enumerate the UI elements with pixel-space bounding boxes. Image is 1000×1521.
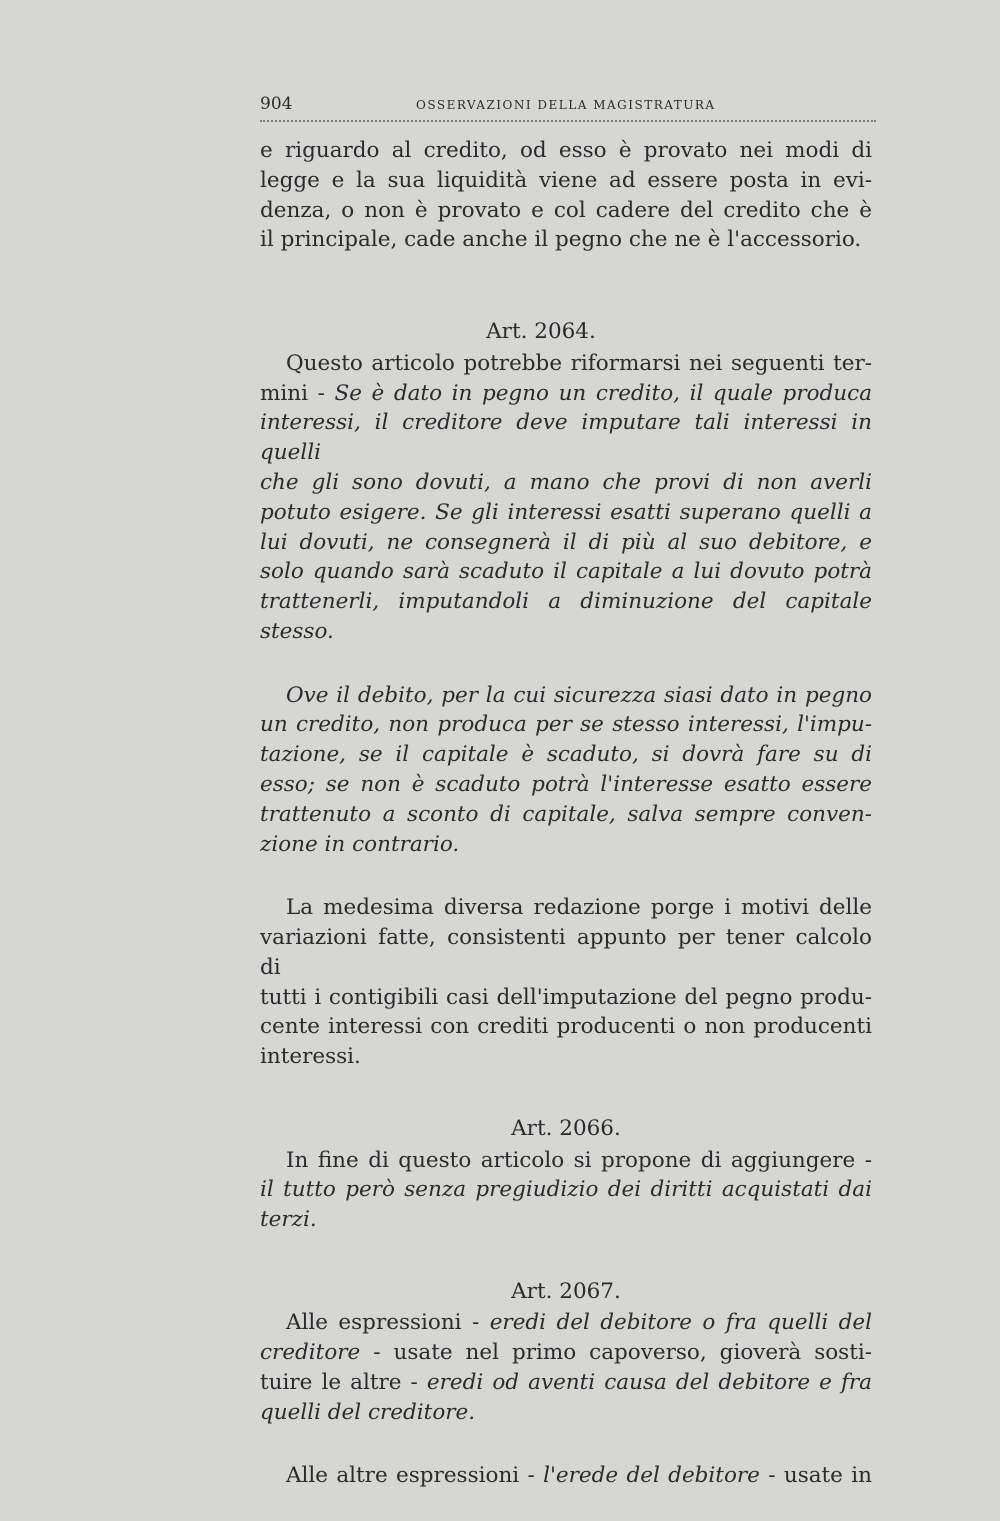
italic-line: esso; se non è scaduto potrà l'interesse esatto essere bbox=[260, 771, 872, 797]
text-run: Alle altre espressioni - bbox=[286, 1463, 544, 1489]
page-body bbox=[260, 136, 872, 1521]
italic-line: lui dovuti, ne consegnerà il di più al suo debitore, e bbox=[260, 529, 872, 555]
text-line: denza, o non è provato e col cadere del credito che è bbox=[260, 197, 872, 223]
paragraph-6 bbox=[260, 1308, 872, 1457]
italic-run: l'erede del debitore bbox=[543, 1463, 760, 1489]
text-line bbox=[260, 1338, 872, 1368]
italic-line: quelli del creditore. bbox=[260, 1399, 476, 1425]
text-line bbox=[260, 379, 872, 409]
text-line: Questo articolo potrebbe riformarsi nei seguenti ter- bbox=[286, 350, 872, 376]
text-line: interessi. bbox=[260, 1044, 361, 1070]
text-run: - usate in bbox=[759, 1463, 872, 1489]
italic-line: il tutto però senza pregiudizio dei diritti acquistati dai bbox=[260, 1177, 872, 1203]
text-line: il principale, cade anche il pegno che ne è l'accessorio. bbox=[260, 227, 862, 253]
italic-line: potuto esigere. Se gli interessi esatti superano quelli a bbox=[260, 499, 872, 525]
italic-line: terzi. bbox=[260, 1207, 317, 1233]
text-line: La medesima diversa redazione porge i motivi delle bbox=[286, 895, 872, 921]
paragraph-3 bbox=[260, 681, 872, 890]
text-line: legge e la sua liquidità viene ad essere posta in evi- bbox=[260, 167, 872, 193]
italic-line: zione in contrario. bbox=[260, 831, 460, 857]
text-line: e riguardo al credito, od esso è provato nei modi di bbox=[260, 138, 872, 163]
text-run: - usate nel primo capoverso, gioverà sosti- bbox=[360, 1340, 872, 1366]
italic-line: interessi, il creditore deve imputare tali interessi in quelli bbox=[260, 410, 872, 466]
text-run: mini - bbox=[260, 380, 335, 406]
italic-run: creditore bbox=[260, 1340, 361, 1366]
italic-line: Ove il debito, per la cui sicurezza siasi dato in pegno bbox=[286, 682, 872, 708]
paragraph-4 bbox=[260, 893, 872, 1102]
paragraph-7 bbox=[260, 1461, 872, 1521]
text-line bbox=[260, 1461, 872, 1491]
text-line: cente interessi con crediti producenti o non producenti bbox=[260, 1014, 872, 1040]
running-title: OSSERVAZIONI DELLA MAGISTRATURA bbox=[416, 98, 716, 112]
italic-line: un credito, non produca per se stesso interessi, l'impu- bbox=[260, 712, 872, 738]
article-heading-2066: Art. 2066. bbox=[511, 1115, 621, 1141]
text-line bbox=[260, 1368, 872, 1398]
article-heading-2067: Art. 2067. bbox=[511, 1278, 621, 1304]
paragraph-2 bbox=[260, 349, 872, 677]
text-line: In fine di questo articolo si propone di aggiungere - bbox=[286, 1147, 872, 1173]
italic-run: eredi del debitore o fra quelli del bbox=[489, 1310, 873, 1336]
text-line: tutti i contigibili casi dell'imputazione del pegno produ- bbox=[260, 984, 872, 1010]
text-line bbox=[260, 1308, 872, 1338]
italic-line: trattenuto a sconto di capitale, salva sempre conven- bbox=[260, 801, 872, 827]
italic-run: Se è dato in pegno un credito, il quale produca bbox=[334, 380, 873, 406]
italic-line: trattenerli, imputandoli a diminuzione del capitale stesso. bbox=[260, 589, 872, 644]
italic-line: tazione, se il capitale è scaduto, si dovrà fare su di bbox=[260, 742, 872, 768]
italic-line: che gli sono dovuti, a mano che provi di non averli bbox=[260, 469, 872, 495]
text-run: tuire le altre - bbox=[260, 1370, 427, 1396]
article-heading-2064: Art. 2064. bbox=[486, 318, 596, 344]
text-run: Alle espressioni - bbox=[286, 1310, 490, 1336]
page-header bbox=[260, 90, 876, 122]
paragraph-5 bbox=[260, 1146, 872, 1265]
text-line: variazioni fatte, consistenti appunto per tener calcolo di bbox=[260, 924, 872, 980]
italic-line: solo quando sarà scaduto il capitale a lui dovuto potrà bbox=[260, 559, 872, 585]
italic-run: eredi od aventi causa del debitore e fra bbox=[426, 1370, 872, 1396]
page-number: 904 bbox=[260, 94, 293, 114]
paragraph-1 bbox=[260, 136, 872, 285]
